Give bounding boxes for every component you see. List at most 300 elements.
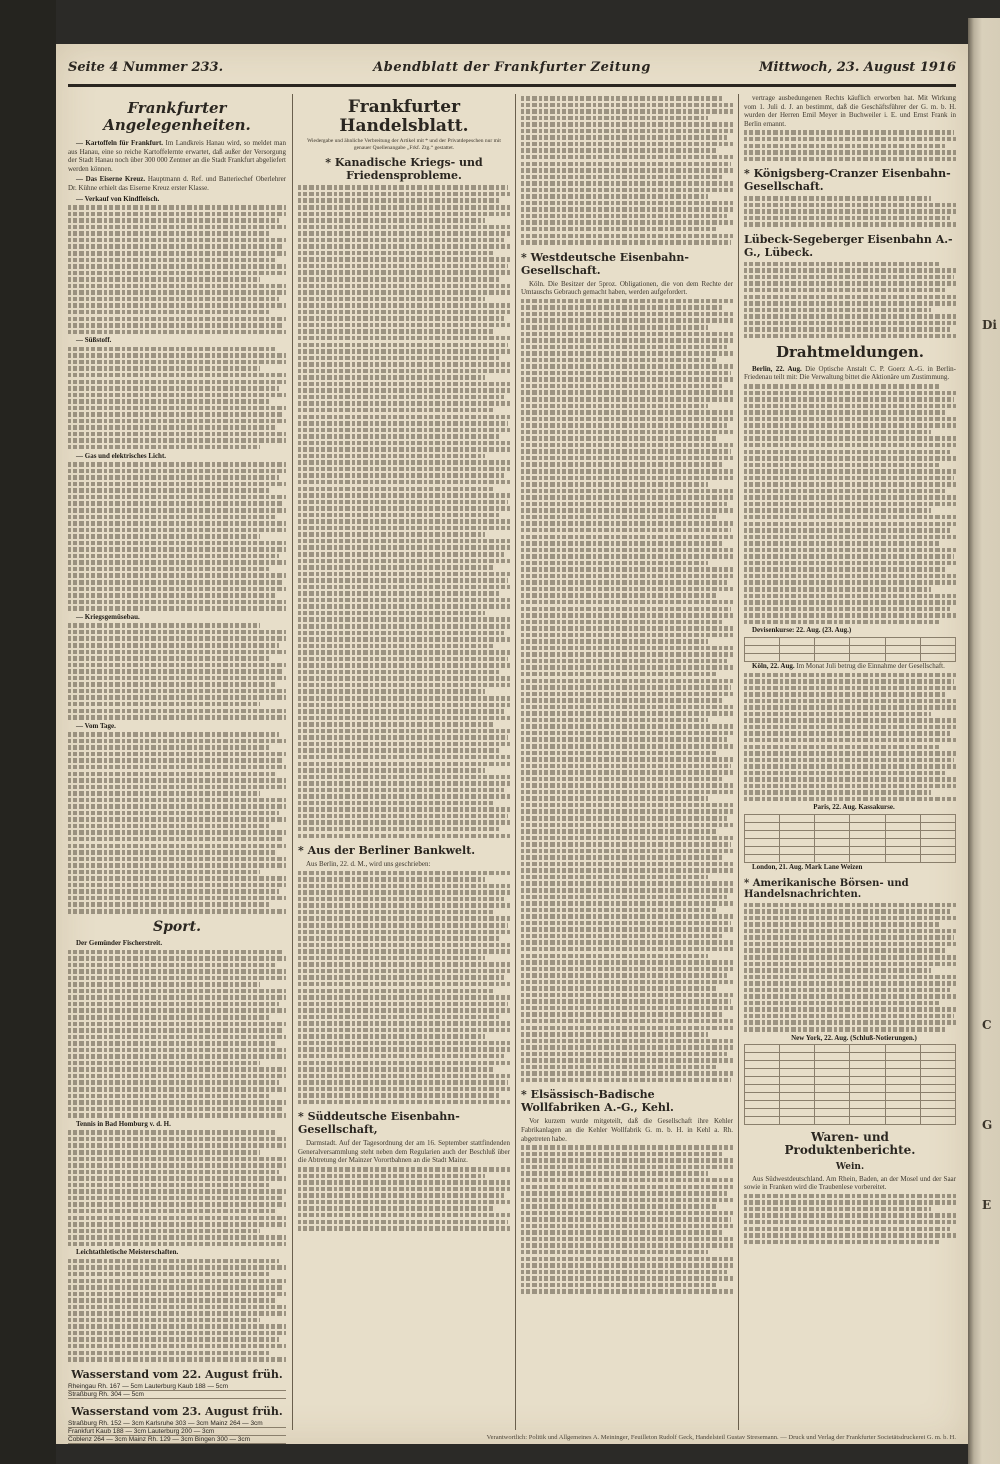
text-line bbox=[298, 762, 510, 767]
text-line bbox=[298, 890, 510, 895]
text-line bbox=[744, 731, 950, 736]
text-line bbox=[68, 623, 260, 628]
text-line bbox=[521, 593, 716, 598]
text-line bbox=[521, 1165, 733, 1170]
text-line bbox=[521, 168, 733, 173]
text-line bbox=[68, 1265, 286, 1270]
header-rule bbox=[68, 84, 956, 87]
text-line bbox=[521, 476, 733, 481]
text-line bbox=[298, 1067, 493, 1072]
text-line bbox=[68, 469, 286, 474]
text-line bbox=[298, 1021, 510, 1026]
text-line bbox=[521, 1217, 731, 1222]
table-cell bbox=[885, 1077, 920, 1085]
table-cell bbox=[885, 1061, 920, 1069]
article-body bbox=[744, 94, 956, 161]
text-line bbox=[744, 203, 956, 208]
text-line bbox=[521, 462, 722, 467]
text-line bbox=[298, 995, 510, 1000]
text-line bbox=[298, 598, 510, 603]
text-line bbox=[744, 600, 956, 605]
text-line bbox=[298, 768, 485, 773]
sport-section-title: Sport. bbox=[153, 918, 201, 935]
text-line bbox=[298, 290, 510, 295]
text-line bbox=[521, 1230, 722, 1235]
text-line bbox=[298, 1206, 493, 1211]
table-cell bbox=[745, 653, 780, 661]
text-line bbox=[298, 310, 510, 315]
text-line bbox=[298, 1193, 504, 1198]
text-line bbox=[68, 817, 286, 822]
text-line bbox=[521, 1152, 722, 1157]
section-title: Waren- und Produktenberichte. bbox=[784, 1130, 916, 1158]
text-line bbox=[521, 561, 708, 566]
text-line bbox=[68, 969, 286, 974]
table-row bbox=[745, 823, 956, 831]
article-body bbox=[521, 280, 733, 1083]
text-line bbox=[68, 277, 260, 282]
text-line bbox=[521, 495, 733, 500]
text-line bbox=[298, 735, 508, 740]
text-line bbox=[521, 849, 733, 854]
text-line bbox=[521, 201, 733, 206]
text-line bbox=[521, 443, 733, 448]
text-line bbox=[521, 482, 708, 487]
text-line bbox=[298, 742, 510, 747]
text-line bbox=[521, 620, 722, 625]
table-cell bbox=[815, 855, 850, 863]
table-row bbox=[745, 1117, 956, 1125]
text-line bbox=[521, 803, 733, 808]
text-line bbox=[298, 1226, 510, 1231]
text-line bbox=[521, 1191, 727, 1196]
text-line bbox=[521, 580, 727, 585]
text-line bbox=[298, 421, 508, 426]
text-line bbox=[68, 745, 269, 750]
article-lead: Köln, 22. Aug. bbox=[752, 661, 795, 670]
text-line bbox=[68, 636, 286, 641]
text-line bbox=[298, 434, 499, 439]
text-line bbox=[744, 528, 950, 533]
text-line bbox=[521, 868, 733, 873]
table-cell bbox=[885, 645, 920, 653]
table-cell bbox=[920, 839, 955, 847]
text-line bbox=[521, 685, 731, 690]
text-line bbox=[298, 500, 508, 505]
text-line bbox=[744, 705, 956, 710]
text-line bbox=[744, 314, 956, 319]
text-line bbox=[298, 559, 510, 564]
text-line bbox=[298, 369, 510, 374]
table-cell bbox=[780, 1109, 815, 1117]
text-line bbox=[68, 425, 275, 430]
text-line bbox=[68, 876, 286, 881]
text-line bbox=[298, 467, 510, 472]
text-line bbox=[68, 1137, 286, 1142]
text-line bbox=[298, 231, 510, 236]
article-body bbox=[298, 860, 510, 1104]
text-line bbox=[298, 401, 510, 406]
table-cell bbox=[920, 831, 955, 839]
text-line bbox=[68, 317, 286, 322]
text-line bbox=[298, 1087, 510, 1092]
text-line bbox=[521, 1078, 731, 1083]
table-cell bbox=[815, 1109, 850, 1117]
adjacent-page-fragment: C bbox=[982, 1018, 992, 1032]
text-line bbox=[744, 495, 956, 500]
text-line bbox=[521, 338, 733, 343]
text-line bbox=[521, 456, 733, 461]
text-line bbox=[68, 264, 286, 269]
text-line bbox=[298, 343, 508, 348]
text-line bbox=[68, 560, 286, 565]
text-line bbox=[521, 404, 708, 409]
text-line bbox=[744, 397, 954, 402]
text-line bbox=[744, 404, 956, 409]
text-line bbox=[68, 1054, 286, 1059]
text-line bbox=[521, 377, 733, 382]
text-line bbox=[68, 1100, 286, 1105]
text-line bbox=[521, 103, 733, 108]
text-line bbox=[298, 1041, 510, 1046]
table-cell bbox=[780, 653, 815, 661]
text-line bbox=[744, 1001, 939, 1006]
text-line bbox=[744, 222, 956, 227]
text-line bbox=[521, 672, 716, 677]
text-line bbox=[744, 955, 956, 960]
text-line bbox=[521, 1289, 733, 1294]
text-line bbox=[521, 777, 722, 782]
text-line bbox=[298, 871, 510, 876]
text-line bbox=[68, 290, 286, 295]
text-line bbox=[68, 515, 275, 520]
table-row bbox=[745, 1061, 956, 1069]
text-line bbox=[521, 783, 733, 788]
text-line bbox=[68, 863, 286, 868]
text-line bbox=[744, 1194, 956, 1199]
text-line bbox=[521, 947, 733, 952]
article-body bbox=[744, 262, 956, 339]
table-cell bbox=[815, 815, 850, 823]
text-line bbox=[298, 487, 493, 492]
text-line bbox=[68, 785, 286, 790]
article-lead: Leichtathletische Meisterschaften. bbox=[76, 1248, 179, 1257]
table-cell bbox=[850, 1109, 885, 1117]
text-line bbox=[68, 521, 286, 526]
text-line bbox=[68, 360, 286, 365]
text-line bbox=[744, 450, 950, 455]
text-line bbox=[298, 624, 510, 629]
text-line bbox=[521, 142, 733, 147]
text-line bbox=[68, 1196, 284, 1201]
text-line bbox=[521, 796, 708, 801]
table-cell bbox=[815, 823, 850, 831]
article-text: Hauptmann d. Ref. und Batteriechef Oberlehrer Dr. Kühne erhielt das Eiserne Kreuz erster Klasse. bbox=[68, 175, 287, 192]
text-line bbox=[521, 1052, 727, 1057]
text-line bbox=[298, 519, 510, 524]
text-line bbox=[521, 318, 733, 323]
table-cell bbox=[745, 823, 780, 831]
text-line bbox=[68, 1067, 286, 1072]
text-line bbox=[68, 606, 286, 611]
text-line bbox=[521, 980, 733, 985]
text-line bbox=[744, 262, 939, 267]
table-cell bbox=[885, 1053, 920, 1061]
text-line bbox=[68, 883, 286, 888]
text-line bbox=[521, 240, 731, 245]
table-cell bbox=[850, 645, 885, 653]
text-line bbox=[68, 406, 286, 411]
table-cell bbox=[745, 1101, 780, 1109]
table-cell bbox=[850, 847, 885, 855]
text-line bbox=[68, 1235, 286, 1240]
text-line bbox=[68, 989, 286, 994]
subsection-title: Wein. bbox=[835, 1161, 865, 1172]
text-line bbox=[744, 975, 956, 980]
text-line bbox=[744, 417, 956, 422]
text-line bbox=[298, 1174, 485, 1179]
text-line bbox=[521, 449, 731, 454]
text-line bbox=[521, 548, 733, 553]
table-cell bbox=[885, 1101, 920, 1109]
market-label: London, 21. Aug. Mark Lane Weizen bbox=[752, 863, 863, 872]
text-line bbox=[521, 574, 733, 579]
text-line bbox=[68, 399, 269, 404]
text-line bbox=[68, 909, 286, 914]
article-lead: — Gas und elektrisches Licht. bbox=[76, 451, 167, 460]
table-row bbox=[745, 847, 956, 855]
text-line bbox=[298, 591, 499, 596]
table-cell bbox=[920, 1061, 955, 1069]
table-cell bbox=[850, 855, 885, 863]
text-line bbox=[68, 1022, 286, 1027]
text-line bbox=[744, 515, 956, 520]
text-line bbox=[68, 1113, 286, 1118]
text-line bbox=[744, 281, 956, 286]
text-line bbox=[68, 1183, 269, 1188]
table-cell bbox=[780, 815, 815, 823]
table-cell bbox=[745, 839, 780, 847]
text-line bbox=[68, 1107, 284, 1112]
text-line bbox=[521, 1019, 733, 1024]
text-line bbox=[744, 522, 956, 527]
article-body bbox=[744, 863, 956, 872]
table-row bbox=[745, 1101, 956, 1109]
table-cell bbox=[745, 1117, 780, 1125]
column-handelsblatt bbox=[298, 94, 510, 1430]
water-level-row: Straßburg Rh. 304 — 5cm bbox=[68, 1391, 286, 1399]
text-line bbox=[298, 185, 508, 190]
text-line bbox=[298, 755, 510, 760]
text-line bbox=[68, 380, 286, 385]
table-cell bbox=[920, 823, 955, 831]
article-lead: — Kriegsgemüsebau. bbox=[76, 612, 140, 621]
text-line bbox=[68, 715, 286, 720]
table-cell bbox=[780, 1093, 815, 1101]
text-line bbox=[298, 788, 504, 793]
text-line bbox=[68, 1285, 284, 1290]
text-line bbox=[521, 299, 733, 304]
article-lead: — Das Eiserne Kreuz. bbox=[76, 175, 146, 184]
text-line bbox=[521, 698, 722, 703]
text-line bbox=[68, 1344, 286, 1349]
text-line bbox=[521, 1276, 733, 1281]
text-line bbox=[68, 857, 286, 862]
text-line bbox=[521, 705, 733, 710]
text-line bbox=[298, 1100, 510, 1105]
text-line bbox=[521, 227, 716, 232]
text-line bbox=[521, 862, 733, 867]
text-line bbox=[298, 192, 510, 197]
column-rule bbox=[292, 94, 293, 1430]
text-line bbox=[521, 659, 727, 664]
text-line bbox=[68, 212, 286, 217]
table-row bbox=[745, 1045, 956, 1053]
text-line bbox=[521, 737, 727, 742]
text-line bbox=[521, 829, 716, 834]
text-line bbox=[68, 587, 286, 592]
text-line bbox=[298, 447, 510, 452]
text-line bbox=[744, 929, 956, 934]
table-row bbox=[745, 855, 956, 863]
text-line bbox=[521, 181, 733, 186]
table-cell bbox=[885, 1093, 920, 1101]
table-cell bbox=[780, 1117, 815, 1125]
text-line bbox=[744, 301, 956, 306]
text-line bbox=[298, 572, 510, 577]
text-line bbox=[521, 986, 716, 991]
text-line bbox=[298, 775, 510, 780]
table-cell bbox=[745, 1053, 780, 1061]
text-line bbox=[68, 323, 284, 328]
text-line bbox=[744, 948, 945, 953]
text-line bbox=[68, 1351, 269, 1356]
table-cell bbox=[850, 823, 885, 831]
text-line bbox=[68, 600, 286, 605]
text-line bbox=[744, 541, 939, 546]
text-line bbox=[298, 982, 510, 987]
text-line bbox=[68, 1318, 260, 1323]
text-line bbox=[68, 501, 284, 506]
text-line bbox=[744, 561, 956, 566]
text-line bbox=[744, 692, 945, 697]
text-line bbox=[298, 382, 510, 387]
article-lead: — Süßstoff. bbox=[76, 336, 112, 345]
text-line bbox=[521, 993, 733, 998]
text-line bbox=[744, 981, 956, 986]
article-lead: Berlin, 22. Aug. bbox=[752, 364, 802, 373]
table-cell bbox=[780, 1101, 815, 1109]
table-row bbox=[745, 637, 956, 645]
text-line bbox=[521, 875, 708, 880]
text-line bbox=[298, 611, 485, 616]
text-line bbox=[298, 663, 510, 668]
text-line bbox=[521, 345, 727, 350]
text-line bbox=[298, 910, 493, 915]
text-line bbox=[298, 303, 510, 308]
text-line bbox=[521, 554, 733, 559]
text-line bbox=[521, 1243, 733, 1248]
text-line bbox=[521, 521, 733, 526]
text-line bbox=[298, 585, 510, 590]
text-line bbox=[68, 284, 286, 289]
text-line bbox=[521, 711, 733, 716]
section-title: Frankfurter Angelegenheiten. bbox=[103, 99, 251, 134]
text-line bbox=[298, 814, 508, 819]
text-line bbox=[298, 897, 504, 902]
text-line bbox=[68, 1061, 260, 1066]
table-row bbox=[745, 831, 956, 839]
text-line bbox=[521, 1283, 716, 1288]
text-line bbox=[298, 943, 510, 948]
text-line bbox=[68, 758, 284, 763]
text-line bbox=[298, 650, 510, 655]
text-line bbox=[68, 297, 279, 302]
text-line bbox=[68, 695, 286, 700]
text-line bbox=[68, 1298, 275, 1303]
table-cell bbox=[850, 1061, 885, 1069]
table-row bbox=[745, 1053, 956, 1061]
text-line bbox=[68, 963, 275, 968]
text-line bbox=[744, 594, 956, 599]
text-line bbox=[68, 238, 286, 243]
text-line bbox=[68, 976, 286, 981]
text-line bbox=[521, 881, 733, 886]
table-row bbox=[745, 1085, 956, 1093]
text-line bbox=[744, 567, 945, 572]
text-line bbox=[744, 144, 945, 149]
text-line bbox=[298, 709, 504, 714]
market-label: Paris, 22. Aug. Kassakurse. bbox=[813, 803, 895, 812]
text-line bbox=[744, 686, 956, 691]
text-line bbox=[744, 1207, 931, 1212]
text-line bbox=[744, 574, 956, 579]
text-line bbox=[298, 748, 499, 753]
text-line bbox=[521, 921, 731, 926]
text-line bbox=[68, 567, 269, 572]
text-line bbox=[298, 877, 485, 882]
text-line bbox=[521, 423, 727, 428]
text-line bbox=[298, 1054, 504, 1059]
text-line bbox=[68, 225, 286, 230]
text-line bbox=[744, 758, 954, 763]
article-body bbox=[521, 96, 733, 245]
text-line bbox=[298, 270, 510, 275]
text-line bbox=[744, 1020, 956, 1025]
article-body bbox=[521, 1117, 733, 1293]
text-line bbox=[68, 778, 286, 783]
text-line bbox=[68, 303, 286, 308]
text-line bbox=[68, 508, 286, 513]
table-cell bbox=[885, 653, 920, 661]
table-cell bbox=[920, 645, 955, 653]
text-line bbox=[298, 264, 508, 269]
table-cell bbox=[815, 1061, 850, 1069]
article-lead: Der Gemünder Fischerstreit. bbox=[76, 938, 163, 947]
text-line bbox=[298, 884, 510, 889]
article-headline: * Elsässisch-Badische Wollfabriken A.-G., Kehl. bbox=[521, 1088, 674, 1115]
table-cell bbox=[780, 1069, 815, 1077]
text-line bbox=[521, 1211, 733, 1216]
article-body bbox=[298, 185, 510, 838]
text-line bbox=[68, 798, 286, 803]
text-line bbox=[521, 744, 733, 749]
table-cell bbox=[920, 1085, 955, 1093]
text-line bbox=[298, 1093, 499, 1098]
table-cell bbox=[745, 1061, 780, 1069]
text-line bbox=[298, 644, 493, 649]
text-line bbox=[298, 969, 510, 974]
